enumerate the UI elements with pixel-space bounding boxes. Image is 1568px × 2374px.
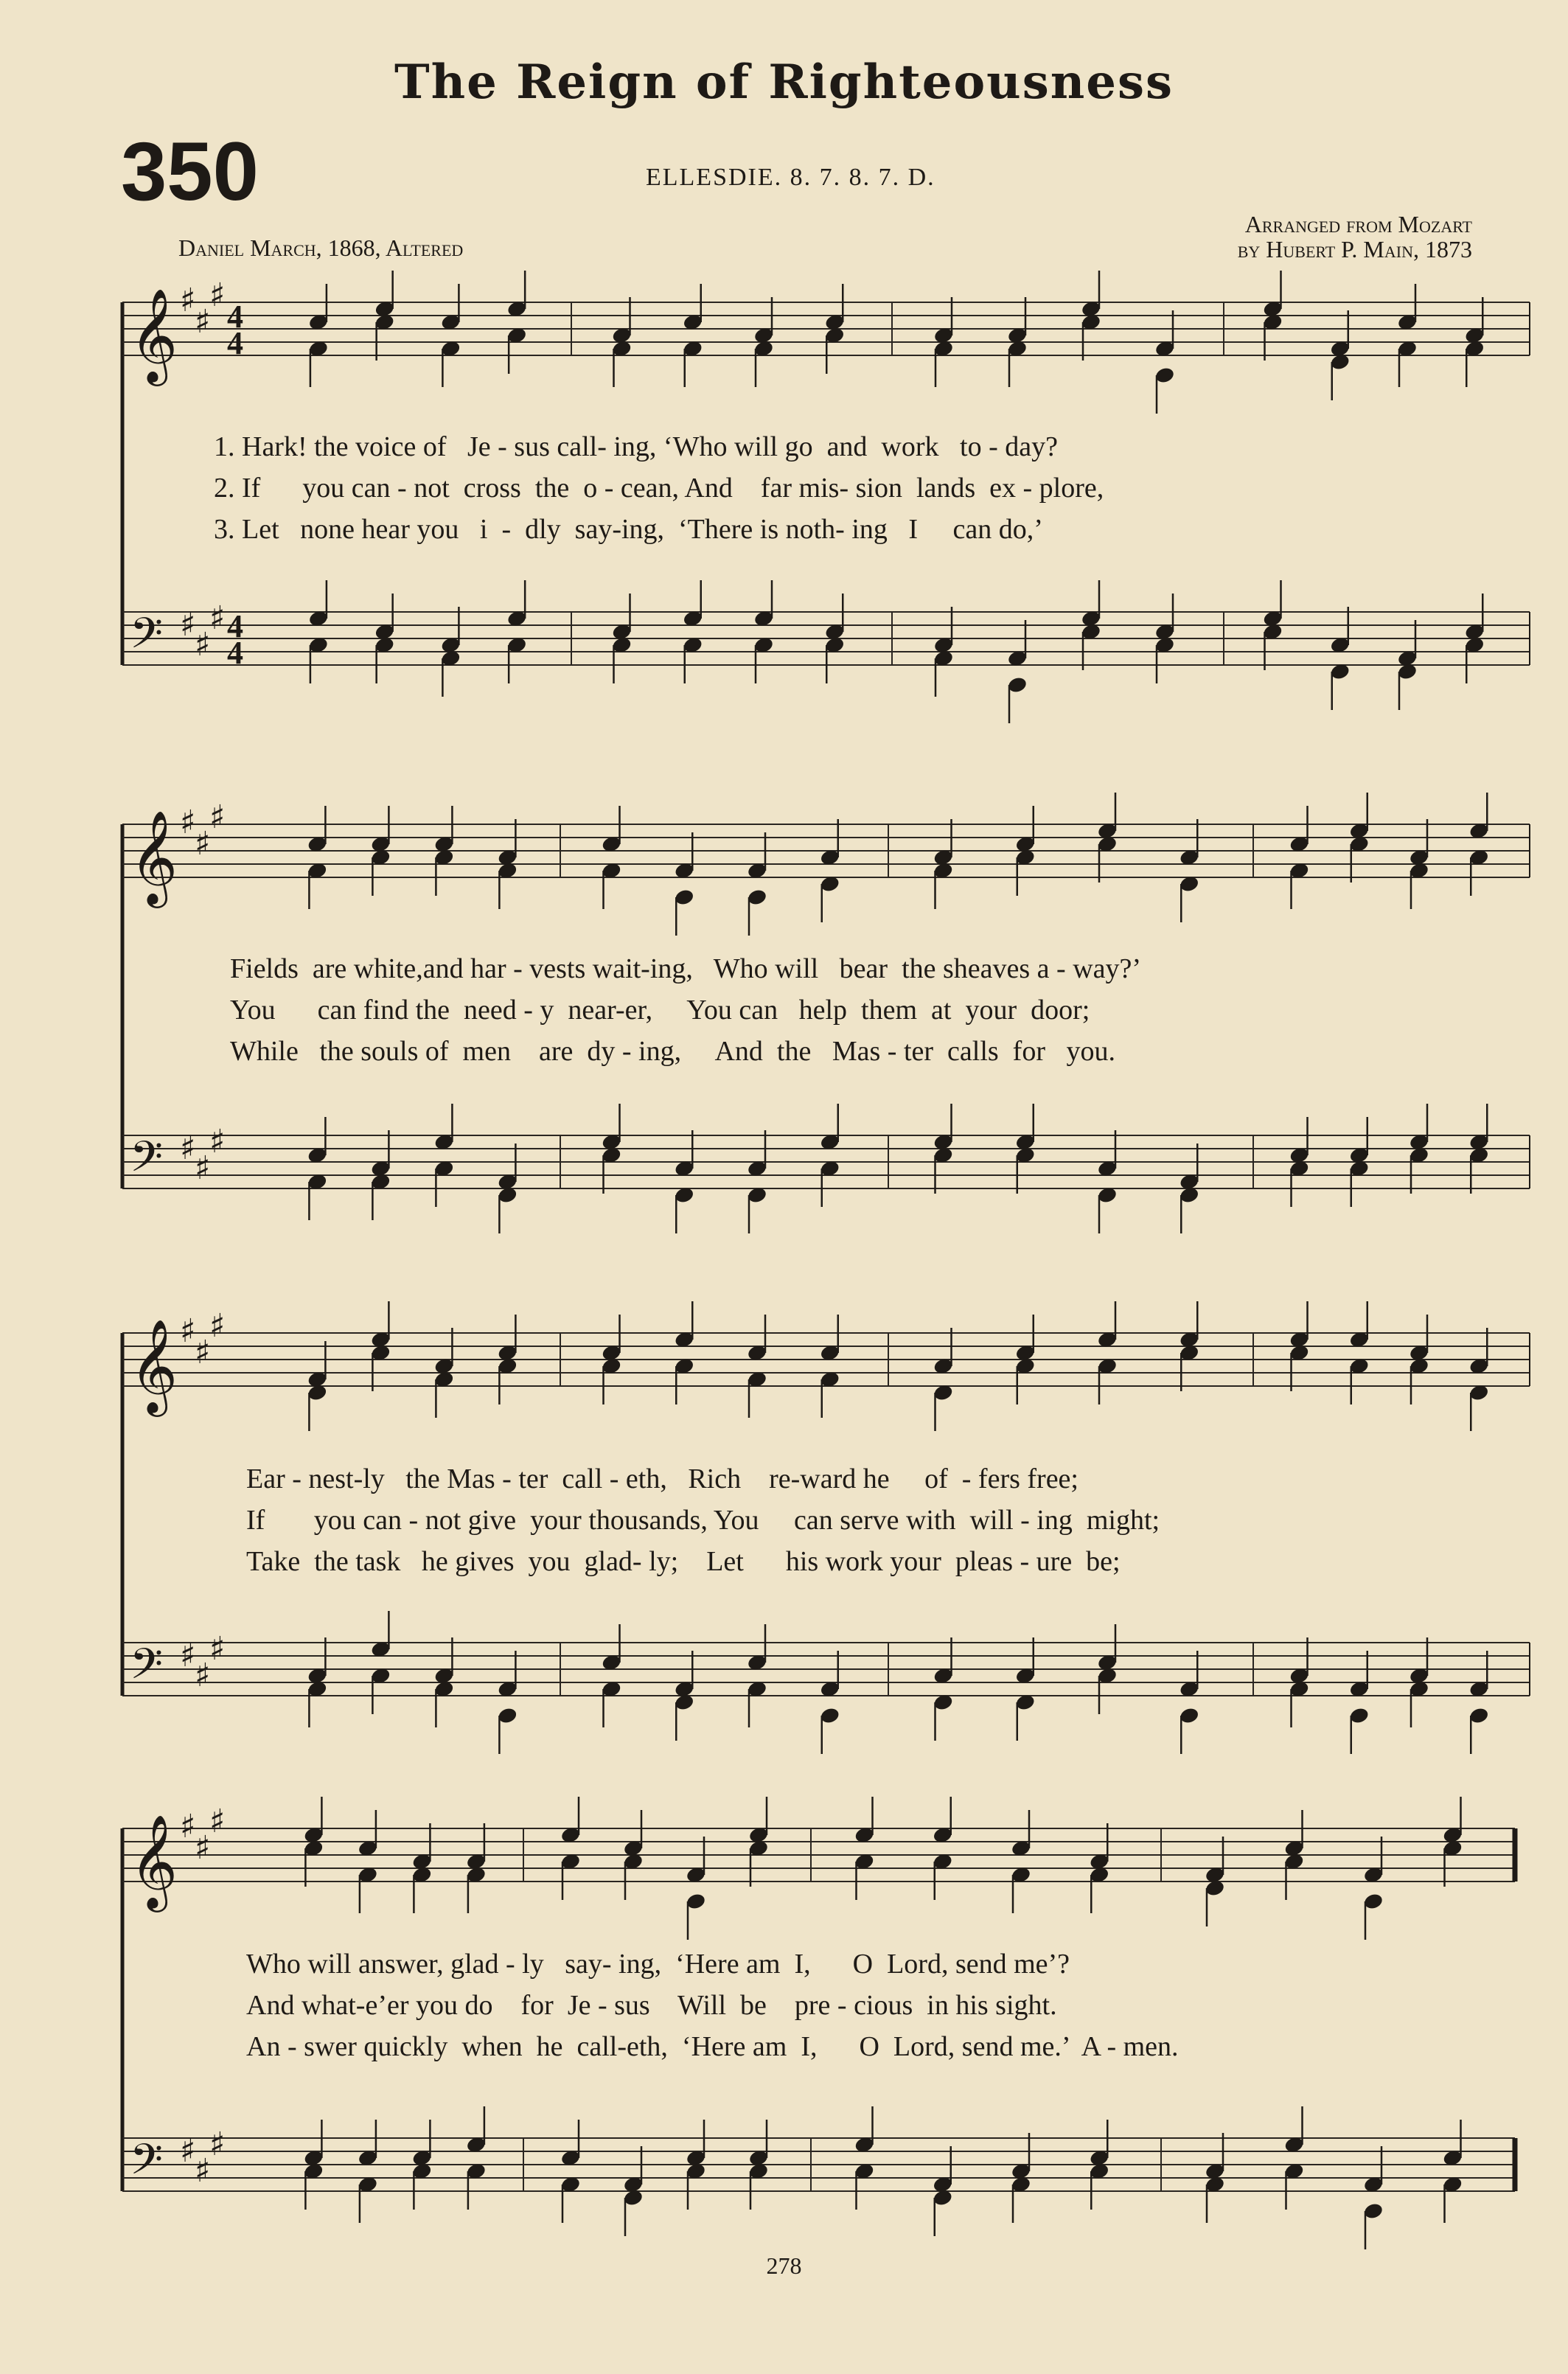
lyric-line: An - swer quickly when he call-eth, ‘Here am I, O Lord, send me.’ A - men.: [246, 2031, 1179, 2062]
time-signature-digit: 4: [227, 325, 243, 361]
sharp-icon: ♯: [180, 1808, 196, 1845]
sharp-icon: ♯: [209, 599, 226, 637]
sharp-icon: ♯: [195, 2152, 211, 2190]
sharp-icon: ♯: [209, 2126, 226, 2163]
lyric-line: If you can - not give your thousands, You can serve with will - ing might;: [246, 1505, 1160, 1536]
page-number: 278: [766, 2252, 802, 2279]
page-title: The Reign of Righteousness: [394, 55, 1174, 110]
sharp-icon: ♯: [209, 276, 226, 314]
sharp-icon: ♯: [180, 606, 196, 644]
treble-clef-icon: 𝄞: [130, 1814, 178, 1908]
lyric-line: Ear - nest-ly the Mas - ter call - eth, Rich re-ward he of - fers free;: [246, 1463, 1079, 1494]
hymn-number: 350: [121, 125, 259, 217]
sharp-icon: ♯: [195, 303, 211, 341]
sharp-icon: ♯: [209, 798, 226, 836]
time-signature-digit: 4: [227, 635, 243, 671]
lyric-line: 2. If you can - not cross the o - cean, And far mis- sion lands ex - plore,: [214, 473, 1104, 504]
lyric-line: While the souls of men are dy - ing, And the Mas - ter calls for you.: [230, 1036, 1115, 1067]
lyric-line: You can find the need - y near-er, You can help them at your door;: [230, 995, 1090, 1026]
time-signature-digit: 4: [227, 608, 243, 644]
bass-clef-icon: 𝄢: [130, 1639, 164, 1699]
sharp-icon: ♯: [195, 1657, 211, 1694]
lyric-line: Who will answer, glad - ly say- ing, ‘Here am I, O Lord, send me’?: [246, 1949, 1070, 1980]
sharp-icon: ♯: [180, 1312, 196, 1350]
lyric-line: 3. Let none hear you i - dly say-ing, ‘There is noth- ing I can do,’: [214, 514, 1043, 545]
bass-clef-icon: 𝄢: [130, 2134, 164, 2195]
arranger-credit-line1: Arranged from Mozart: [1244, 211, 1472, 237]
treble-clef-icon: 𝄞: [130, 288, 178, 382]
sharp-icon: ♯: [209, 1123, 226, 1160]
sharp-icon: ♯: [195, 626, 211, 664]
author-credit: Daniel March, 1868, Altered: [178, 234, 464, 261]
sharp-icon: ♯: [209, 1307, 226, 1345]
tune-name: ELLESDIE. 8. 7. 8. 7. D.: [646, 164, 935, 191]
sharp-icon: ♯: [180, 2132, 196, 2170]
sharp-icon: ♯: [195, 1149, 211, 1187]
sharp-icon: ♯: [209, 1630, 226, 1668]
lyric-line: And what-e’er you do for Je - sus Will be pre - cious in his sight.: [246, 1990, 1057, 2021]
treble-clef-icon: 𝄞: [130, 810, 178, 904]
sharp-icon: ♯: [180, 804, 196, 841]
sharp-icon: ♯: [195, 1334, 211, 1371]
sharp-icon: ♯: [180, 1637, 196, 1674]
treble-clef-icon: 𝄞: [130, 1318, 178, 1413]
sharp-icon: ♯: [209, 1803, 226, 1840]
sharp-icon: ♯: [195, 825, 211, 863]
lyric-line: Take the task he gives you glad- ly; Let his work your pleas - ure be;: [246, 1546, 1121, 1577]
bass-clef-icon: 𝄢: [130, 608, 164, 669]
bass-clef-icon: 𝄢: [130, 1132, 164, 1192]
arranger-credit-line2: by Hubert P. Main, 1873: [1237, 236, 1472, 262]
sharp-icon: ♯: [180, 282, 196, 319]
sharp-icon: ♯: [195, 1829, 211, 1867]
sharp-icon: ♯: [180, 1129, 196, 1167]
lyric-line: Fields are white,and har - vests wait-ing, Who will bear the sheaves a - way?’: [230, 953, 1142, 984]
lyric-line: 1. Hark! the voice of Je - sus call- ing, ‘Who will go and work to - day?: [214, 431, 1058, 462]
time-signature-digit: 4: [227, 299, 243, 335]
